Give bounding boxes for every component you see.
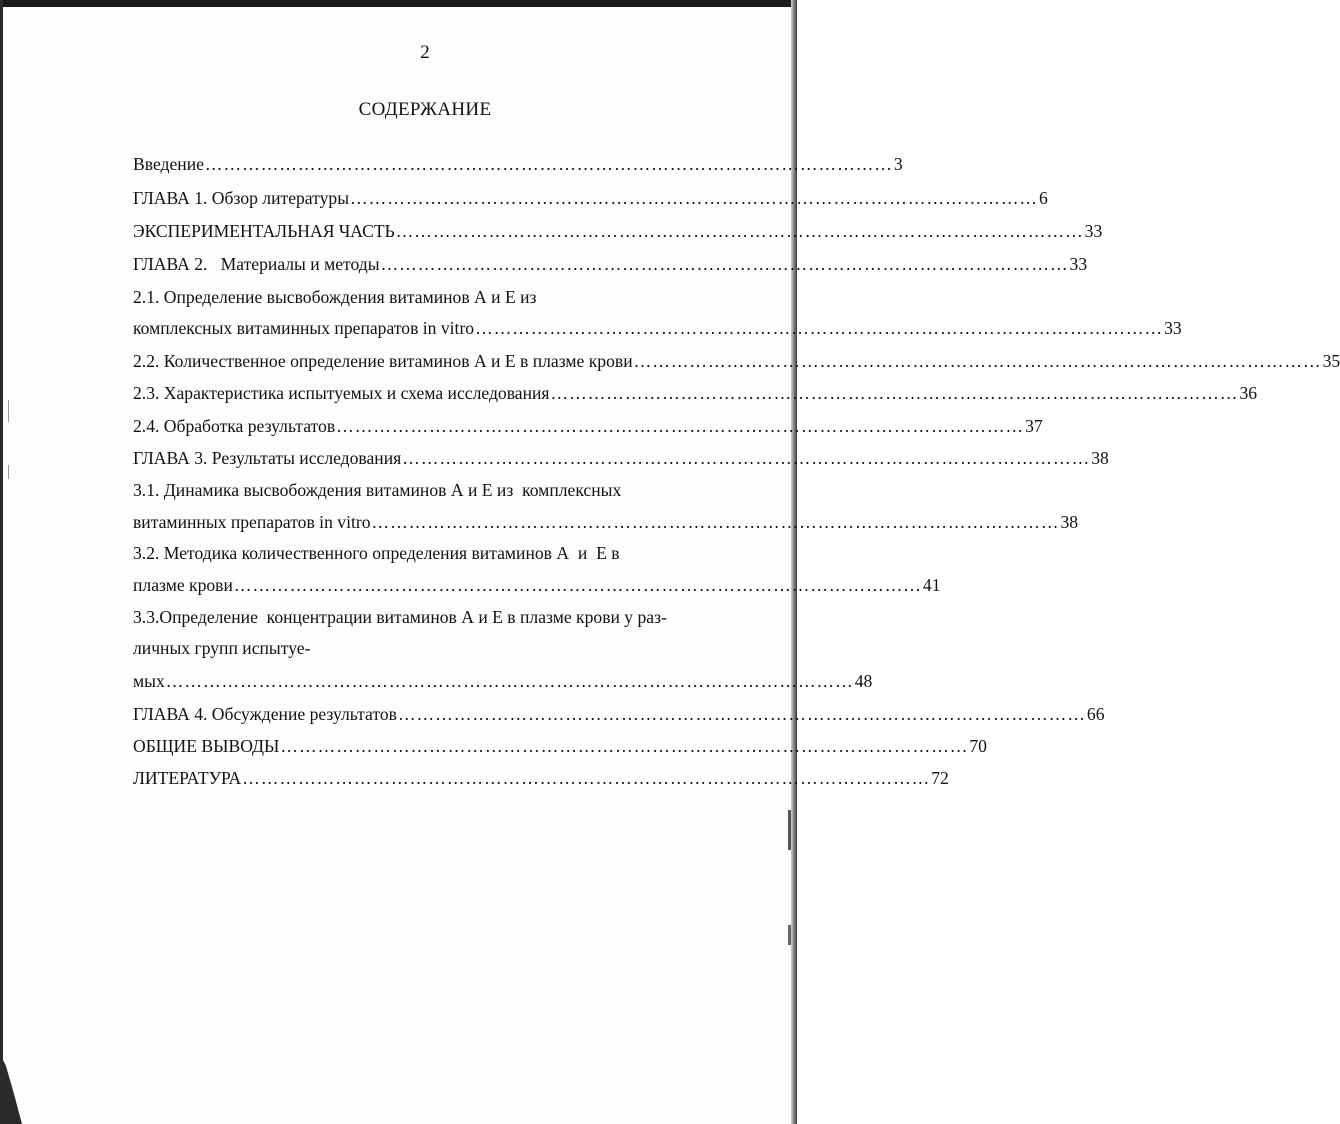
toc-entry: [133, 668, 873, 694]
toc-entry: [133, 509, 1079, 535]
dot-leader: …………………………………………………………………………………………………: [233, 575, 922, 595]
toc-entry-page: 38: [1060, 512, 1079, 532]
dot-leader: …………………………………………………………………………………………………: [633, 351, 1322, 371]
toc-entry-page: 35: [1322, 351, 1340, 371]
toc-entry: [133, 218, 1103, 244]
toc-entry: [133, 701, 1105, 727]
toc-entry-text: 3.1. Динамика высвобождения витаминов А и Е из комплексных: [133, 480, 622, 500]
toc-entry-text: 2.4. Обработка результатов: [133, 416, 336, 436]
toc-entry-page: 3: [893, 154, 903, 174]
scan-corner-shadow: [0, 1054, 22, 1124]
dot-leader: …………………………………………………………………………………………………: [280, 736, 969, 756]
toc-title: СОДЕРЖАНИЕ: [358, 99, 492, 120]
toc-entry: [133, 445, 1109, 471]
dot-leader: …………………………………………………………………………………………………: [165, 671, 854, 691]
toc-entry: [133, 635, 708, 661]
toc-entry-text: ГЛАВА 1. Обзор литературы: [133, 188, 350, 208]
toc-entry-page: 33: [1164, 318, 1182, 338]
toc-entry-page: 66: [1086, 704, 1105, 724]
toc-entry: [133, 540, 708, 566]
toc-entry: [133, 572, 941, 598]
toc-entry-text: 2.2. Количественное определение витаминов А и Е в плазме крови: [133, 351, 633, 371]
toc-entry: [133, 733, 987, 759]
scan-mark: [788, 925, 791, 945]
toc-entry-text: ГЛАВА 2. Материалы и методы: [133, 254, 380, 274]
toc-entry-text: ОБЩИЕ ВЫВОДЫ: [133, 736, 280, 756]
toc-entry: [133, 380, 1258, 406]
toc-entry-page: 70: [969, 736, 987, 756]
toc-entry-text: 3.3.Определение концентрации витаминов А и Е в плазме крови у раз-: [133, 607, 667, 627]
dot-leader: …………………………………………………………………………………………………: [336, 416, 1025, 436]
dot-leader: …………………………………………………………………………………………………: [204, 154, 893, 174]
toc-entry: [133, 413, 1043, 439]
dot-leader: …………………………………………………………………………………………………: [371, 512, 1060, 532]
scan-edge-left: [0, 0, 3, 1124]
dot-leader: …………………………………………………………………………………………………: [397, 704, 1086, 724]
toc-entry: [133, 251, 1088, 277]
toc-entry: [133, 604, 708, 630]
toc-entry-page: 33: [1069, 254, 1088, 274]
toc-entry-page: 72: [931, 768, 949, 788]
toc-entry-page: 48: [854, 671, 873, 691]
toc-entry-page: 6: [1039, 188, 1048, 208]
toc-entry-text: мых: [133, 671, 165, 691]
toc-entry-page: 36: [1239, 383, 1258, 403]
page-number: 2: [420, 42, 430, 63]
toc-entry: [133, 151, 903, 177]
scan-speck: [8, 400, 9, 422]
scan-mark: [788, 810, 791, 850]
toc-entry-text: Введение: [133, 154, 204, 174]
scan-speck: [8, 465, 9, 479]
toc-entry-text: личных групп испытуе-: [133, 638, 311, 658]
toc-entry-text: витаминных препаратов in vitro: [133, 512, 371, 532]
dot-leader: …………………………………………………………………………………………………: [395, 221, 1084, 241]
toc-entry-text: 3.2. Методика количественного определения витаминов А и Е в: [133, 543, 620, 563]
toc-entry-text: ГЛАВА 3. Результаты исследования: [133, 448, 402, 468]
dot-leader: …………………………………………………………………………………………………: [380, 254, 1069, 274]
scan-edge-top: [0, 0, 797, 7]
toc-entry-page: 41: [922, 575, 941, 595]
toc-entry-text: 2.1. Определение высвобождения витаминов А и Е из: [133, 287, 537, 307]
dot-leader: …………………………………………………………………………………………………: [242, 768, 931, 788]
toc-entry: [133, 284, 708, 310]
toc-entry-text: плазме крови: [133, 575, 233, 595]
toc-entry-text: ГЛАВА 4. Обсуждение результатов: [133, 704, 397, 724]
dot-leader: …………………………………………………………………………………………………: [550, 383, 1239, 403]
toc-entry-page: 33: [1084, 221, 1103, 241]
toc-entry: [133, 185, 1048, 211]
dot-leader: …………………………………………………………………………………………………: [350, 188, 1038, 208]
toc-entry: [133, 765, 949, 791]
toc-entry-text: ЭКСПЕРИМЕНТАЛЬНАЯ ЧАСТЬ: [133, 221, 395, 241]
toc-entry-text: 2.3. Характеристика испытуемых и схема исследования: [133, 383, 550, 403]
dot-leader: …………………………………………………………………………………………………: [475, 318, 1164, 338]
toc-entry-page: 38: [1091, 448, 1109, 468]
toc-entry-text: комплексных витаминных препаратов in vitro: [133, 318, 475, 338]
toc-entry: [133, 315, 1182, 341]
toc-entry: [133, 348, 1340, 374]
dot-leader: …………………………………………………………………………………………………: [402, 448, 1091, 468]
toc-entry-page: 37: [1025, 416, 1043, 436]
toc-entry-text: ЛИТЕРАТУРА: [133, 768, 242, 788]
toc-entry: [133, 477, 708, 503]
